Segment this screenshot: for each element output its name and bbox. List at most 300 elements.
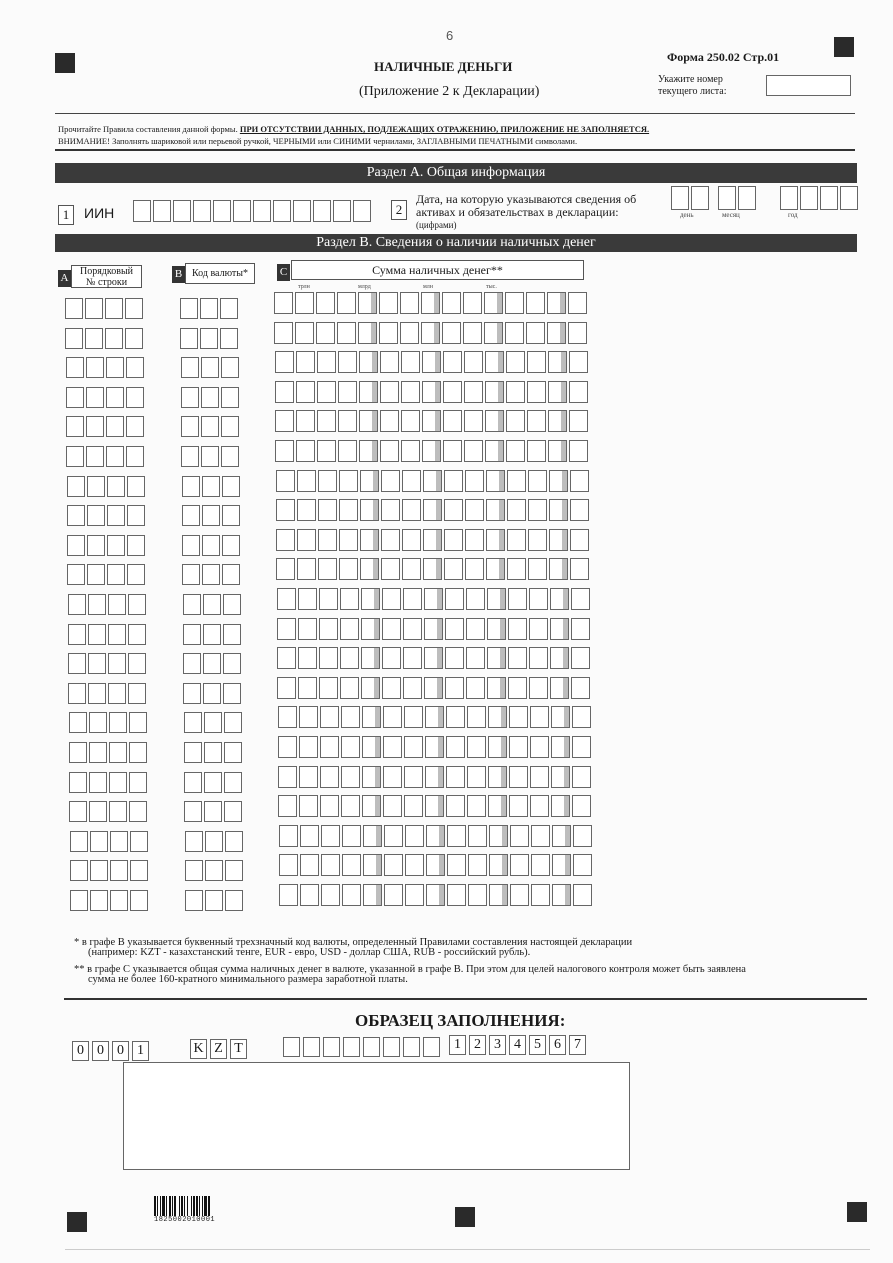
amount-digit-cell[interactable] <box>383 706 402 728</box>
amount-digit-cell[interactable] <box>485 410 504 432</box>
row-number-cell[interactable] <box>66 357 84 378</box>
currency-code-cell[interactable] <box>202 476 220 497</box>
currency-code-cell[interactable] <box>185 890 203 911</box>
currency-code-cell[interactable] <box>184 801 202 822</box>
amount-digit-cell[interactable] <box>380 381 399 403</box>
notes-box[interactable] <box>123 1062 630 1170</box>
amount-digit-cell[interactable] <box>340 588 359 610</box>
amount-digit-cell[interactable] <box>468 825 487 847</box>
amount-digit-cell[interactable] <box>505 292 524 314</box>
amount-digit-cell[interactable] <box>384 825 403 847</box>
amount-digit-cell[interactable] <box>404 766 423 788</box>
amount-digit-cell[interactable] <box>572 795 591 817</box>
amount-digit-cell[interactable] <box>300 825 319 847</box>
amount-digit-cell[interactable] <box>487 677 506 699</box>
amount-digit-cell[interactable] <box>426 854 445 876</box>
iin-digit-cell[interactable] <box>253 200 271 222</box>
row-number-cell[interactable] <box>85 328 103 349</box>
amount-digit-cell[interactable] <box>527 440 546 462</box>
currency-code-cell[interactable] <box>205 831 223 852</box>
row-number-cell[interactable] <box>86 387 104 408</box>
amount-digit-cell[interactable] <box>317 410 336 432</box>
row-number-cell[interactable] <box>108 624 126 645</box>
amount-digit-cell[interactable] <box>359 351 378 373</box>
row-number-cell[interactable] <box>126 387 144 408</box>
currency-code-cell[interactable] <box>221 387 239 408</box>
row-number-cell[interactable] <box>86 416 104 437</box>
amount-digit-cell[interactable] <box>506 440 525 462</box>
amount-digit-cell[interactable] <box>318 470 337 492</box>
amount-digit-cell[interactable] <box>425 766 444 788</box>
amount-digit-cell[interactable] <box>401 410 420 432</box>
amount-digit-cell[interactable] <box>445 618 464 640</box>
amount-digit-cell[interactable] <box>358 292 377 314</box>
currency-code-cell[interactable] <box>223 683 241 704</box>
amount-digit-cell[interactable] <box>549 529 568 551</box>
amount-digit-cell[interactable] <box>338 410 357 432</box>
currency-code-cell[interactable] <box>203 624 221 645</box>
amount-digit-cell[interactable] <box>463 322 482 344</box>
amount-digit-cell[interactable] <box>484 322 503 344</box>
amount-digit-cell[interactable] <box>425 795 444 817</box>
amount-digit-cell[interactable] <box>382 677 401 699</box>
amount-digit-cell[interactable] <box>361 588 380 610</box>
row-number-cell[interactable] <box>129 772 147 793</box>
amount-digit-cell[interactable] <box>509 706 528 728</box>
amount-digit-cell[interactable] <box>528 470 547 492</box>
amount-digit-cell[interactable] <box>571 588 590 610</box>
row-number-cell[interactable] <box>88 683 106 704</box>
amount-digit-cell[interactable] <box>381 470 400 492</box>
currency-code-cell[interactable] <box>204 801 222 822</box>
row-number-cell[interactable] <box>130 831 148 852</box>
amount-digit-cell[interactable] <box>401 381 420 403</box>
amount-digit-cell[interactable] <box>402 558 421 580</box>
row-number-cell[interactable] <box>70 890 88 911</box>
row-number-cell[interactable] <box>126 357 144 378</box>
amount-digit-cell[interactable] <box>402 529 421 551</box>
amount-digit-cell[interactable] <box>467 795 486 817</box>
amount-digit-cell[interactable] <box>297 529 316 551</box>
amount-digit-cell[interactable] <box>277 618 296 640</box>
amount-digit-cell[interactable] <box>530 736 549 758</box>
iin-digit-cell[interactable] <box>233 200 251 222</box>
amount-digit-cell[interactable] <box>528 558 547 580</box>
row-number-cell[interactable] <box>128 653 146 674</box>
amount-digit-cell[interactable] <box>339 499 358 521</box>
amount-digit-cell[interactable] <box>531 825 550 847</box>
iin-input[interactable] <box>133 200 373 222</box>
row-number-cell[interactable] <box>109 772 127 793</box>
currency-code-cell[interactable] <box>222 564 240 585</box>
amount-digit-cell[interactable] <box>464 351 483 373</box>
row-number-cell[interactable] <box>66 416 84 437</box>
amount-digit-cell[interactable] <box>486 529 505 551</box>
amount-digit-cell[interactable] <box>277 588 296 610</box>
iin-digit-cell[interactable] <box>213 200 231 222</box>
row-number-cell[interactable] <box>105 328 123 349</box>
amount-digit-cell[interactable] <box>380 410 399 432</box>
date-input[interactable] <box>671 186 847 210</box>
amount-digit-cell[interactable] <box>277 677 296 699</box>
amount-digit-cell[interactable] <box>547 292 566 314</box>
amount-digit-cell[interactable] <box>465 470 484 492</box>
amount-digit-cell[interactable] <box>317 351 336 373</box>
currency-code-cell[interactable] <box>221 416 239 437</box>
amount-digit-cell[interactable] <box>278 736 297 758</box>
currency-code-cell[interactable] <box>184 772 202 793</box>
amount-digit-cell[interactable] <box>550 588 569 610</box>
row-number-cell[interactable] <box>89 712 107 733</box>
amount-digit-cell[interactable] <box>464 440 483 462</box>
amount-digit-cell[interactable] <box>319 677 338 699</box>
amount-digit-cell[interactable] <box>507 529 526 551</box>
currency-code-cell[interactable] <box>223 594 241 615</box>
amount-digit-cell[interactable] <box>426 884 445 906</box>
row-number-cell[interactable] <box>90 860 108 881</box>
row-number-cell[interactable] <box>90 890 108 911</box>
amount-digit-cell[interactable] <box>548 410 567 432</box>
amount-digit-cell[interactable] <box>278 706 297 728</box>
amount-digit-cell[interactable] <box>359 381 378 403</box>
amount-digit-cell[interactable] <box>362 706 381 728</box>
amount-digit-cell[interactable] <box>446 706 465 728</box>
iin-digit-cell[interactable] <box>273 200 291 222</box>
amount-digit-cell[interactable] <box>338 440 357 462</box>
amount-digit-cell[interactable] <box>424 647 443 669</box>
amount-digit-cell[interactable] <box>320 706 339 728</box>
row-number-cell[interactable] <box>69 712 87 733</box>
amount-digit-cell[interactable] <box>319 588 338 610</box>
amount-digit-cell[interactable] <box>443 351 462 373</box>
amount-digit-cell[interactable] <box>296 381 315 403</box>
row-number-cell[interactable] <box>68 653 86 674</box>
row-number-cell[interactable] <box>126 446 144 467</box>
currency-code-cell[interactable] <box>224 801 242 822</box>
row-number-cell[interactable] <box>68 683 86 704</box>
currency-code-cell[interactable] <box>180 298 198 319</box>
amount-digit-cell[interactable] <box>299 766 318 788</box>
amount-digit-cell[interactable] <box>506 351 525 373</box>
amount-digit-cell[interactable] <box>316 322 335 344</box>
amount-digit-cell[interactable] <box>423 470 442 492</box>
currency-code-cell[interactable] <box>181 446 199 467</box>
amount-digit-cell[interactable] <box>422 381 441 403</box>
row-number-cell[interactable] <box>87 476 105 497</box>
amount-digit-cell[interactable] <box>405 854 424 876</box>
amount-digit-cell[interactable] <box>384 854 403 876</box>
amount-digit-cell[interactable] <box>339 558 358 580</box>
iin-digit-cell[interactable] <box>133 200 151 222</box>
amount-digit-cell[interactable] <box>466 588 485 610</box>
amount-digit-cell[interactable] <box>468 854 487 876</box>
amount-digit-cell[interactable] <box>485 440 504 462</box>
amount-digit-cell[interactable] <box>400 322 419 344</box>
amount-digit-cell[interactable] <box>359 410 378 432</box>
row-number-cell[interactable] <box>89 772 107 793</box>
amount-digit-cell[interactable] <box>442 322 461 344</box>
amount-digit-cell[interactable] <box>383 766 402 788</box>
amount-digit-cell[interactable] <box>487 618 506 640</box>
amount-digit-cell[interactable] <box>570 499 589 521</box>
amount-digit-cell[interactable] <box>507 558 526 580</box>
row-number-cell[interactable] <box>66 387 84 408</box>
currency-code-cell[interactable] <box>185 860 203 881</box>
amount-digit-cell[interactable] <box>547 322 566 344</box>
amount-digit-cell[interactable] <box>548 381 567 403</box>
amount-digit-cell[interactable] <box>463 292 482 314</box>
amount-digit-cell[interactable] <box>341 736 360 758</box>
amount-digit-cell[interactable] <box>573 825 592 847</box>
amount-digit-cell[interactable] <box>508 677 527 699</box>
amount-digit-cell[interactable] <box>299 736 318 758</box>
amount-digit-cell[interactable] <box>548 440 567 462</box>
iin-digit-cell[interactable] <box>293 200 311 222</box>
amount-digit-cell[interactable] <box>489 854 508 876</box>
amount-digit-cell[interactable] <box>318 529 337 551</box>
amount-digit-cell[interactable] <box>279 884 298 906</box>
amount-digit-cell[interactable] <box>403 677 422 699</box>
amount-digit-cell[interactable] <box>509 795 528 817</box>
currency-code-cell[interactable] <box>223 624 241 645</box>
row-number-cell[interactable] <box>107 476 125 497</box>
currency-code-cell[interactable] <box>221 357 239 378</box>
amount-digit-cell[interactable] <box>379 292 398 314</box>
amount-digit-cell[interactable] <box>443 410 462 432</box>
currency-code-cell[interactable] <box>202 535 220 556</box>
amount-digit-cell[interactable] <box>569 351 588 373</box>
row-number-cell[interactable] <box>129 712 147 733</box>
amount-digit-cell[interactable] <box>465 529 484 551</box>
row-number-cell[interactable] <box>70 831 88 852</box>
amount-digit-cell[interactable] <box>526 292 545 314</box>
amount-digit-cell[interactable] <box>464 410 483 432</box>
amount-digit-cell[interactable] <box>422 351 441 373</box>
row-number-cell[interactable] <box>67 564 85 585</box>
amount-digit-cell[interactable] <box>573 884 592 906</box>
amount-digit-cell[interactable] <box>274 322 293 344</box>
currency-code-cell[interactable] <box>225 890 243 911</box>
amount-digit-cell[interactable] <box>360 558 379 580</box>
date-digit-cell[interactable] <box>780 186 798 210</box>
amount-digit-cell[interactable] <box>569 381 588 403</box>
amount-digit-cell[interactable] <box>447 884 466 906</box>
amount-digit-cell[interactable] <box>338 351 357 373</box>
amount-digit-cell[interactable] <box>360 529 379 551</box>
amount-digit-cell[interactable] <box>363 884 382 906</box>
amount-digit-cell[interactable] <box>360 499 379 521</box>
currency-code-cell[interactable] <box>185 831 203 852</box>
amount-digit-cell[interactable] <box>465 499 484 521</box>
currency-code-cell[interactable] <box>222 505 240 526</box>
row-number-cell[interactable] <box>125 298 143 319</box>
amount-digit-cell[interactable] <box>404 795 423 817</box>
amount-digit-cell[interactable] <box>339 470 358 492</box>
row-number-cell[interactable] <box>106 357 124 378</box>
amount-digit-cell[interactable] <box>422 410 441 432</box>
amount-digit-cell[interactable] <box>509 766 528 788</box>
row-number-cell[interactable] <box>66 446 84 467</box>
row-number-cell[interactable] <box>85 298 103 319</box>
amount-digit-cell[interactable] <box>321 884 340 906</box>
amount-digit-cell[interactable] <box>445 677 464 699</box>
amount-digit-cell[interactable] <box>279 825 298 847</box>
amount-digit-cell[interactable] <box>384 884 403 906</box>
amount-digit-cell[interactable] <box>444 558 463 580</box>
row-number-cell[interactable] <box>126 416 144 437</box>
amount-digit-cell[interactable] <box>528 499 547 521</box>
amount-digit-cell[interactable] <box>572 736 591 758</box>
amount-digit-cell[interactable] <box>570 529 589 551</box>
row-number-cell[interactable] <box>107 535 125 556</box>
sheet-number-input[interactable] <box>766 75 851 96</box>
currency-code-cell[interactable] <box>223 653 241 674</box>
amount-digit-cell[interactable] <box>528 529 547 551</box>
currency-code-cell[interactable] <box>201 446 219 467</box>
amount-digit-cell[interactable] <box>508 618 527 640</box>
currency-code-cell[interactable] <box>183 653 201 674</box>
row-number-cell[interactable] <box>128 624 146 645</box>
currency-code-cell[interactable] <box>205 890 223 911</box>
amount-digit-cell[interactable] <box>465 558 484 580</box>
row-number-cell[interactable] <box>68 594 86 615</box>
date-digit-cell[interactable] <box>671 186 689 210</box>
amount-digit-cell[interactable] <box>275 410 294 432</box>
amount-digit-cell[interactable] <box>401 440 420 462</box>
currency-code-cell[interactable] <box>181 416 199 437</box>
amount-digit-cell[interactable] <box>361 618 380 640</box>
row-number-cell[interactable] <box>86 446 104 467</box>
amount-digit-cell[interactable] <box>507 499 526 521</box>
currency-code-cell[interactable] <box>183 624 201 645</box>
amount-digit-cell[interactable] <box>300 854 319 876</box>
row-number-cell[interactable] <box>87 535 105 556</box>
amount-digit-cell[interactable] <box>466 677 485 699</box>
iin-digit-cell[interactable] <box>353 200 371 222</box>
currency-code-cell[interactable] <box>201 357 219 378</box>
amount-digit-cell[interactable] <box>551 706 570 728</box>
amount-digit-cell[interactable] <box>572 706 591 728</box>
amount-digit-cell[interactable] <box>337 292 356 314</box>
amount-digit-cell[interactable] <box>468 884 487 906</box>
amount-digit-cell[interactable] <box>573 854 592 876</box>
currency-code-cell[interactable] <box>224 712 242 733</box>
amount-digit-cell[interactable] <box>551 766 570 788</box>
currency-code-cell[interactable] <box>182 535 200 556</box>
amount-digit-cell[interactable] <box>296 410 315 432</box>
currency-code-cell[interactable] <box>225 831 243 852</box>
amount-digit-cell[interactable] <box>382 647 401 669</box>
amount-digit-cell[interactable] <box>508 588 527 610</box>
row-number-cell[interactable] <box>128 594 146 615</box>
row-number-cell[interactable] <box>109 742 127 763</box>
amount-digit-cell[interactable] <box>422 440 441 462</box>
amount-digit-cell[interactable] <box>487 588 506 610</box>
amount-digit-cell[interactable] <box>338 381 357 403</box>
amount-digit-cell[interactable] <box>405 884 424 906</box>
row-number-cell[interactable] <box>108 683 126 704</box>
amount-digit-cell[interactable] <box>299 795 318 817</box>
amount-digit-cell[interactable] <box>318 499 337 521</box>
amount-digit-cell[interactable] <box>550 647 569 669</box>
amount-digit-cell[interactable] <box>423 499 442 521</box>
row-number-cell[interactable] <box>67 535 85 556</box>
currency-code-cell[interactable] <box>182 564 200 585</box>
amount-digit-cell[interactable] <box>402 470 421 492</box>
row-number-cell[interactable] <box>106 387 124 408</box>
amount-digit-cell[interactable] <box>320 766 339 788</box>
amount-digit-cell[interactable] <box>550 618 569 640</box>
amount-digit-cell[interactable] <box>510 854 529 876</box>
amount-digit-cell[interactable] <box>531 884 550 906</box>
row-number-cell[interactable] <box>129 742 147 763</box>
row-number-cell[interactable] <box>89 801 107 822</box>
row-number-cell[interactable] <box>69 742 87 763</box>
row-number-cell[interactable] <box>108 653 126 674</box>
amount-digit-cell[interactable] <box>274 292 293 314</box>
amount-digit-cell[interactable] <box>380 351 399 373</box>
amount-digit-cell[interactable] <box>530 706 549 728</box>
row-number-cell[interactable] <box>109 712 127 733</box>
row-number-cell[interactable] <box>110 831 128 852</box>
amount-digit-cell[interactable] <box>278 795 297 817</box>
amount-digit-cell[interactable] <box>362 795 381 817</box>
amount-digit-cell[interactable] <box>425 736 444 758</box>
row-number-cell[interactable] <box>87 505 105 526</box>
currency-code-cell[interactable] <box>204 712 222 733</box>
date-digit-cell[interactable] <box>800 186 818 210</box>
amount-digit-cell[interactable] <box>361 647 380 669</box>
currency-code-cell[interactable] <box>184 742 202 763</box>
amount-digit-cell[interactable] <box>340 618 359 640</box>
currency-code-cell[interactable] <box>184 712 202 733</box>
amount-digit-cell[interactable] <box>485 381 504 403</box>
amount-digit-cell[interactable] <box>319 618 338 640</box>
currency-code-cell[interactable] <box>224 742 242 763</box>
amount-digit-cell[interactable] <box>276 558 295 580</box>
currency-code-cell[interactable] <box>202 564 220 585</box>
amount-digit-cell[interactable] <box>340 647 359 669</box>
amount-digit-cell[interactable] <box>445 588 464 610</box>
amount-digit-cell[interactable] <box>382 588 401 610</box>
amount-digit-cell[interactable] <box>298 588 317 610</box>
amount-digit-cell[interactable] <box>400 292 419 314</box>
amount-digit-cell[interactable] <box>510 884 529 906</box>
amount-digit-cell[interactable] <box>360 470 379 492</box>
amount-digit-cell[interactable] <box>446 766 465 788</box>
amount-digit-cell[interactable] <box>509 736 528 758</box>
amount-digit-cell[interactable] <box>279 854 298 876</box>
amount-digit-cell[interactable] <box>552 854 571 876</box>
iin-digit-cell[interactable] <box>193 200 211 222</box>
amount-digit-cell[interactable] <box>379 322 398 344</box>
amount-digit-cell[interactable] <box>467 766 486 788</box>
amount-digit-cell[interactable] <box>404 706 423 728</box>
amount-digit-cell[interactable] <box>569 410 588 432</box>
amount-digit-cell[interactable] <box>320 736 339 758</box>
amount-digit-cell[interactable] <box>339 529 358 551</box>
amount-digit-cell[interactable] <box>530 795 549 817</box>
row-number-cell[interactable] <box>109 801 127 822</box>
amount-digit-cell[interactable] <box>489 884 508 906</box>
amount-digit-cell[interactable] <box>276 499 295 521</box>
row-number-cell[interactable] <box>67 505 85 526</box>
currency-code-cell[interactable] <box>202 505 220 526</box>
amount-digit-cell[interactable] <box>447 825 466 847</box>
amount-digit-cell[interactable] <box>297 558 316 580</box>
iin-digit-cell[interactable] <box>333 200 351 222</box>
amount-digit-cell[interactable] <box>298 618 317 640</box>
